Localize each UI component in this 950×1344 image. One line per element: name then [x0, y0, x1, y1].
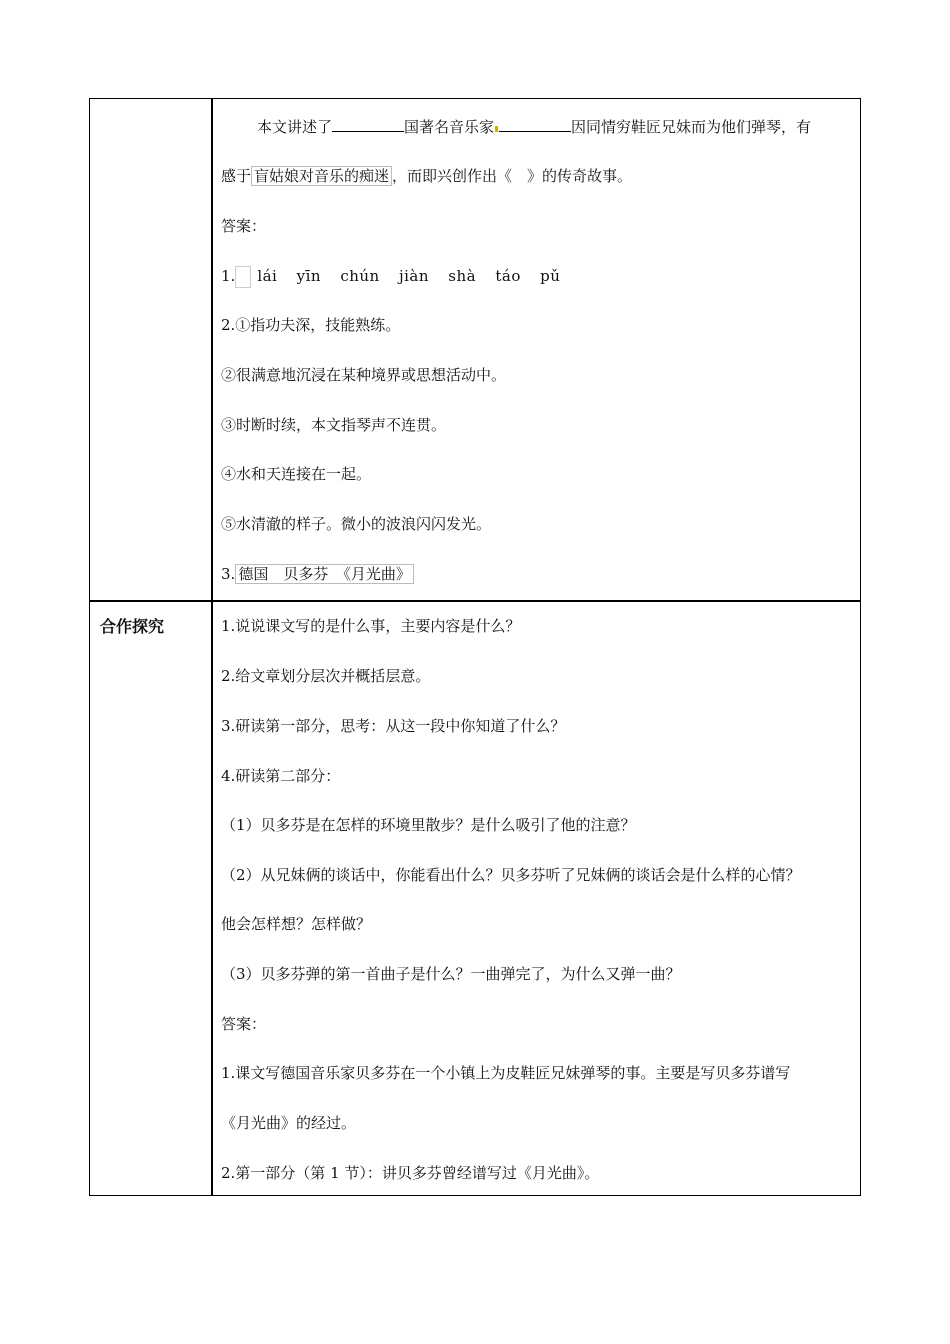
section-title-hezuo-tanjiu: 合作探究: [100, 617, 165, 636]
answer2b-line: ②很满意地沉浸在某种境界或思想活动中。: [221, 366, 507, 384]
row1-content-cell: [211, 98, 861, 600]
answer1-box: [235, 266, 251, 288]
answer-2: 2.第一部分（第 1 节）：讲贝多芬曾经谱写过《月光曲》。: [221, 1164, 600, 1182]
question-3: 3.研读第一部分，思考：从这一段中你知道了什么？: [221, 717, 566, 735]
answer-1a: 1.课文写德国音乐家贝多芬在一个小镇上为皮鞋匠兄妹弹琴的事。主要是写贝多芬谱写: [221, 1064, 791, 1082]
intro-line2-before: 感于: [221, 167, 252, 185]
country-blank: [332, 117, 404, 132]
answer2e-line: ⑤水清澈的样子。微小的波浪闪闪发光。: [221, 515, 492, 533]
intro-line-2: [221, 166, 632, 186]
answer1-num: 1.: [221, 267, 236, 285]
question-4-2b: 他会怎样想？怎样做？: [221, 915, 372, 933]
answer3-num: 3.: [221, 565, 236, 583]
answer-1b: 《月光曲》的经过。: [221, 1114, 357, 1132]
answer3-boxed-text: 德国 贝多芬 《月光曲》: [235, 564, 414, 584]
intro-part3: 因同情穷鞋匠兄妹而为他们弹琴，有: [571, 118, 812, 136]
answer3-line: [221, 564, 414, 584]
answer2d-line: ④水和天连接在一起。: [221, 465, 372, 483]
question-4: 4.研读第二部分：: [221, 767, 341, 785]
intro-part1: 本文讲述了: [257, 118, 333, 136]
intro-boxed-phrase: 盲姑娘对音乐的痴迷: [251, 166, 392, 186]
musician-blank: [499, 117, 571, 132]
row1-answer-label: 答案：: [221, 217, 267, 235]
intro-part2: 国著名音乐家: [404, 118, 495, 136]
row2-content-cell: [211, 600, 861, 1196]
answer2c-line: ③时断时续，本文指琴声不连贯。: [221, 416, 447, 434]
question-4-1: （1）贝多芬是在怎样的环境里散步？是什么吸引了他的注意？: [221, 816, 636, 834]
question-2: 2.给文章划分层次并概括层意。: [221, 667, 431, 685]
answer1-pinyin: lái yīn chún jiàn shà táo pǔ: [257, 267, 561, 285]
row2-label-cell: [89, 600, 211, 1196]
question-4-2a: （2）从兄妹俩的谈话中，你能看出什么？贝多芬听了兄妹俩的谈话会是什么样的心情？: [221, 866, 801, 884]
row1-label-cell: [89, 98, 211, 600]
answer1-line: [221, 266, 560, 288]
intro-line-1: [257, 117, 811, 137]
question-4-3: （3）贝多芬弹的第一首曲子是什么？一曲弹完了，为什么又弹一曲？: [221, 965, 681, 983]
row2-answer-label: 答案：: [221, 1015, 267, 1033]
intro-line2-after: ，而即兴创作出《 》的传奇故事。: [392, 167, 633, 185]
question-1: 1.说说课文写的是什么事，主要内容是什么？: [221, 617, 521, 635]
answer2-line: 2.①指功夫深，技能熟练。: [221, 316, 401, 334]
edit-mark: [495, 126, 498, 132]
